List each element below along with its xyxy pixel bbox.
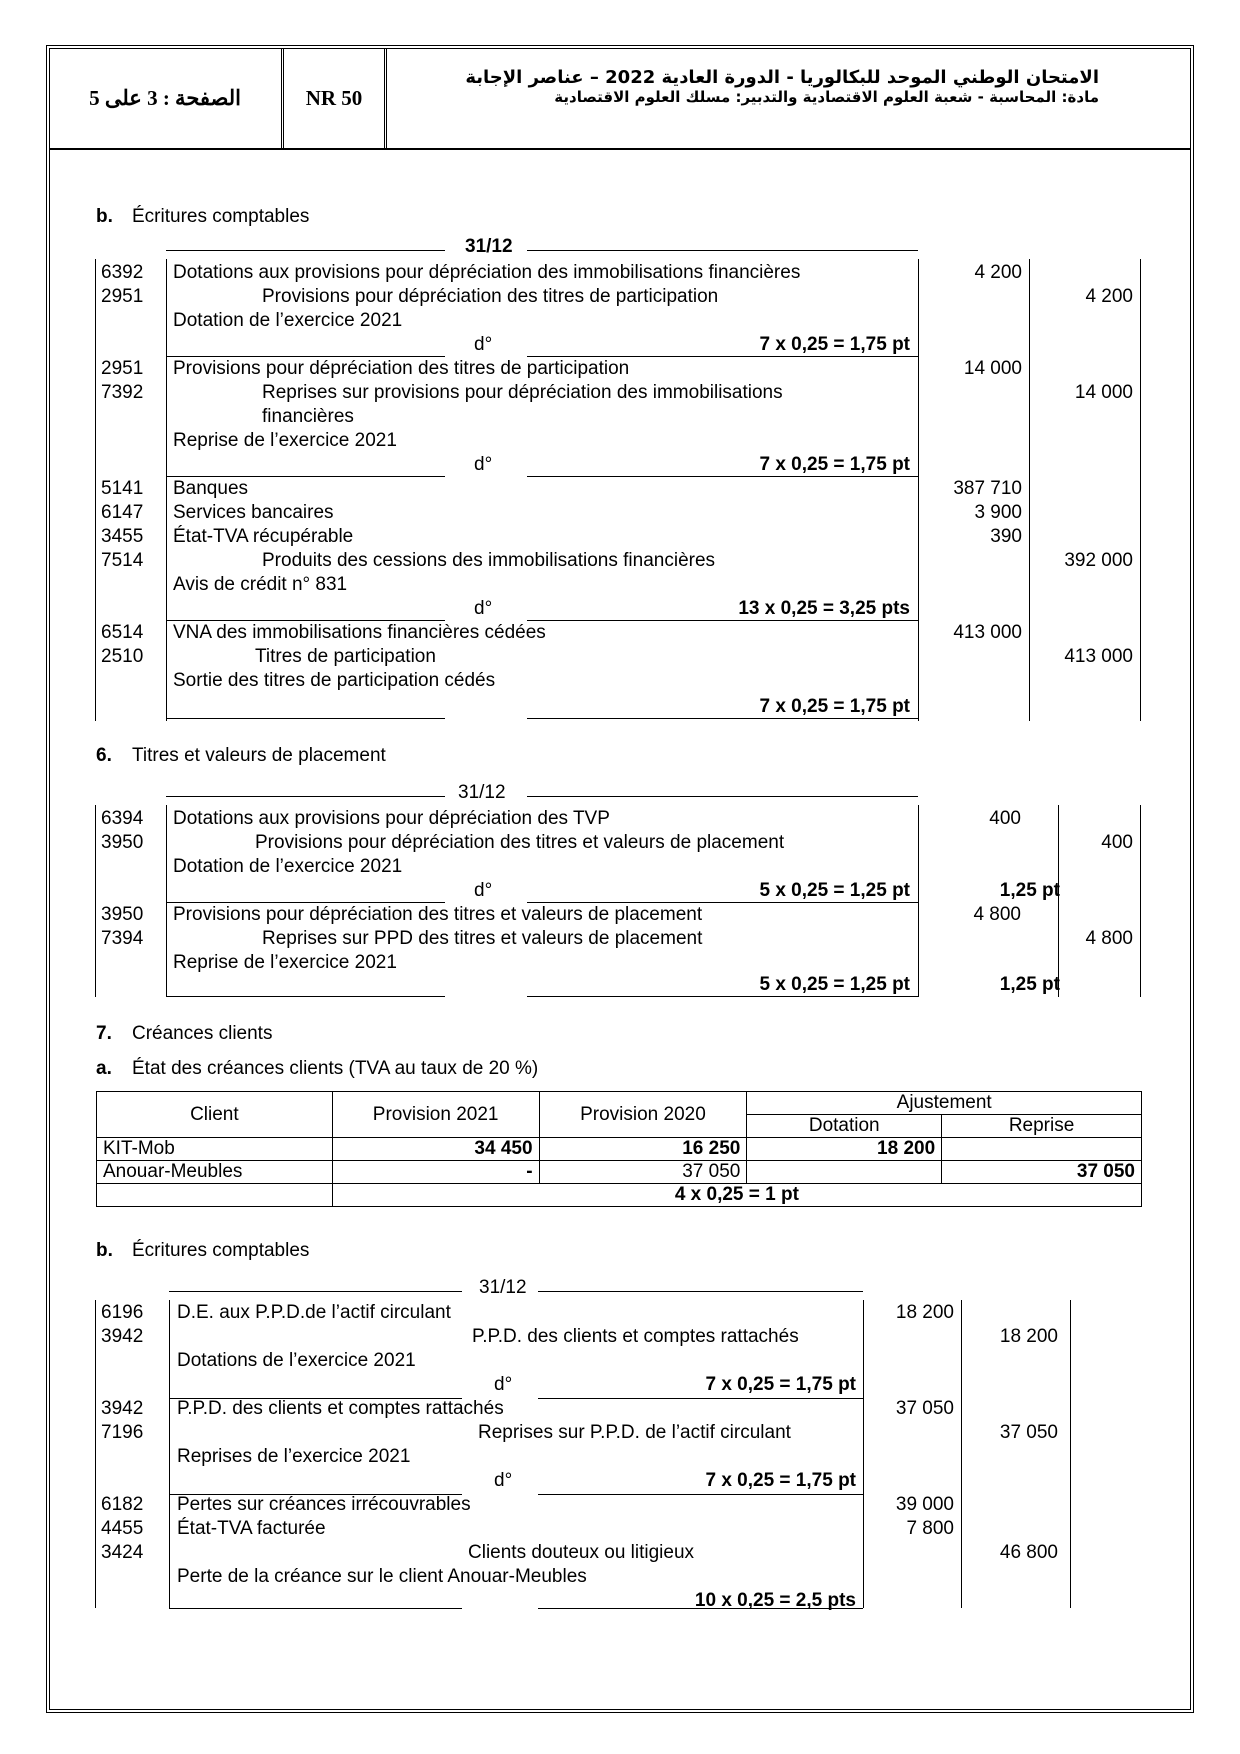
score: 7 x 0,25 = 1,75 pt	[705, 1470, 856, 1491]
col-header-provision-2021: Provision 2021	[332, 1092, 539, 1138]
score: 13 x 0,25 = 3,25 pts	[738, 598, 910, 619]
entry-label: Dotation de l’exercice 2021	[173, 856, 403, 877]
account-number: 6514	[101, 622, 144, 643]
subtotal-score: 1,25 pt	[999, 880, 1060, 901]
account-number: 6394	[101, 808, 144, 829]
entry-label: Reprises de l’exercice 2021	[177, 1446, 411, 1467]
entry-label: Titres de participation	[255, 646, 436, 667]
entry-label: Provisions pour dépréciation des titres de participation	[173, 358, 630, 379]
col-header-ajustement: Ajustement	[747, 1092, 1142, 1115]
account-number: 3942	[101, 1398, 144, 1419]
empty-cell	[97, 1184, 333, 1207]
score: 5 x 0,25 = 1,25 pt	[759, 974, 910, 995]
repeat-mark: d°	[474, 334, 493, 355]
credit-amount: 413 000	[1064, 646, 1133, 667]
entry-label: État-TVA facturée	[177, 1518, 326, 1539]
section-7a-title: État des créances clients (TVA au taux de 20 %)	[132, 1058, 539, 1079]
cell-reprise	[942, 1138, 1142, 1161]
subtotal-score: 1,25 pt	[999, 974, 1060, 995]
account-number: 7392	[101, 382, 144, 403]
account-number: 5141	[101, 478, 144, 499]
section-6-title: Titres et valeurs de placement	[132, 745, 386, 766]
entry-label: Provisions pour dépréciation des titres de participation	[262, 286, 719, 307]
account-number: 6392	[101, 262, 144, 283]
section-6-number: 6.	[96, 745, 112, 766]
debit-amount: 14 000	[963, 358, 1022, 379]
repeat-mark: d°	[494, 1470, 513, 1491]
entry-label: Sortie des titres de participation cédés	[173, 670, 496, 691]
cell-dotation	[747, 1161, 942, 1184]
entry-label: Dotation de l’exercice 2021	[173, 310, 403, 331]
entry-label: D.E. aux P.P.D.de l’actif circulant	[177, 1302, 451, 1323]
account-number: 2951	[101, 286, 144, 307]
debit-amount: 18 200	[895, 1302, 954, 1323]
account-number: 7394	[101, 928, 144, 949]
score: 10 x 0,25 = 2,5 pts	[694, 1590, 856, 1611]
cell-provision-2021: -	[332, 1161, 539, 1184]
section-7b-letter: b.	[96, 1240, 113, 1261]
exam-title	[389, 68, 1099, 106]
page-number: الصفحة : 3 على 5	[49, 48, 284, 148]
exam-title-line2: مادة: المحاسبة - شعبة العلوم الاقتصادية والتدبير: مسلك العلوم الاقتصادية	[554, 88, 1099, 106]
entry-label: Reprise de l’exercice 2021	[173, 430, 397, 451]
account-number: 2510	[101, 646, 144, 667]
section-7a-letter: a.	[96, 1058, 112, 1079]
entry-label: Reprises sur provisions pour dépréciation des immobilisations	[262, 382, 783, 403]
account-number: 3455	[101, 526, 144, 547]
receivables-table	[96, 1091, 1142, 1207]
entry-label: Dotations aux provisions pour dépréciation des TVP	[173, 808, 610, 829]
journal-date: 31/12	[458, 782, 506, 803]
cell-provision-2020: 37 050	[539, 1161, 747, 1184]
repeat-mark: d°	[474, 880, 493, 901]
entry-label: Pertes sur créances irrécouvrables	[177, 1494, 471, 1515]
entry-label: P.P.D. des clients et comptes rattachés	[472, 1326, 799, 1347]
credit-amount: 4 800	[1085, 928, 1133, 949]
exam-code: NR 50	[284, 48, 387, 148]
table-score: 4 x 0,25 = 1 pt	[332, 1184, 1141, 1207]
entry-label: P.P.D. des clients et comptes rattachés	[177, 1398, 504, 1419]
cell-dotation: 18 200	[747, 1138, 942, 1161]
section-7-title: Créances clients	[132, 1023, 273, 1044]
entry-label: Perte de la créance sur le client Anouar-Meubles	[177, 1566, 587, 1587]
entry-label: Reprises sur PPD des titres et valeurs de placement	[262, 928, 703, 949]
entry-label: Provisions pour dépréciation des titres et valeurs de placement	[173, 904, 703, 925]
credit-amount: 46 800	[999, 1542, 1058, 1563]
account-number: 4455	[101, 1518, 144, 1539]
repeat-mark: d°	[474, 598, 493, 619]
exam-header	[49, 48, 1191, 150]
section-7-number: 7.	[96, 1023, 112, 1044]
table-row	[97, 1161, 1142, 1184]
entry-label: Dotations de l’exercice 2021	[177, 1350, 416, 1371]
score: 5 x 0,25 = 1,25 pt	[759, 880, 910, 901]
debit-amount: 37 050	[895, 1398, 954, 1419]
entry-label: Reprise de l’exercice 2021	[173, 952, 397, 973]
entry-label: VNA des immobilisations financières cédées	[173, 622, 546, 643]
entry-label: État-TVA récupérable	[173, 526, 354, 547]
account-number: 6147	[101, 502, 144, 523]
account-number: 6196	[101, 1302, 144, 1323]
journal-date: 31/12	[465, 236, 513, 257]
account-number: 7514	[101, 550, 144, 571]
col-header-provision-2020: Provision 2020	[539, 1092, 747, 1138]
credit-amount: 37 050	[999, 1422, 1058, 1443]
repeat-mark: d°	[494, 1374, 513, 1395]
account-number: 3950	[101, 832, 144, 853]
entry-label: Produits des cessions des immobilisations financières	[262, 550, 716, 571]
cell-reprise: 37 050	[942, 1161, 1142, 1184]
entry-label: Banques	[173, 478, 249, 499]
debit-amount: 39 000	[895, 1494, 954, 1515]
score: 7 x 0,25 = 1,75 pt	[759, 334, 910, 355]
cell-provision-2021: 34 450	[332, 1138, 539, 1161]
score: 7 x 0,25 = 1,75 pt	[759, 454, 910, 475]
repeat-mark: d°	[474, 454, 493, 475]
section-b1-letter: b.	[96, 206, 113, 227]
credit-amount: 400	[1101, 832, 1133, 853]
entry-label: Provisions pour dépréciation des titres et valeurs de placement	[255, 832, 785, 853]
section-7b-title: Écritures comptables	[132, 1240, 310, 1261]
exam-title-line1: الامتحان الوطني الموحد للبكالوريا - الدورة العادية 2022 – عناصر الإجابة	[465, 67, 1099, 88]
col-header-dotation: Dotation	[747, 1115, 942, 1138]
account-number: 3950	[101, 904, 144, 925]
credit-amount: 392 000	[1064, 550, 1133, 571]
credit-amount: 18 200	[999, 1326, 1058, 1347]
cell-client: KIT-Mob	[97, 1138, 333, 1161]
account-number: 3424	[101, 1542, 144, 1563]
col-header-client: Client	[97, 1092, 333, 1138]
journal-date: 31/12	[479, 1277, 527, 1298]
entry-label: Services bancaires	[173, 502, 334, 523]
account-number: 7196	[101, 1422, 144, 1443]
debit-amount: 400	[989, 808, 1021, 829]
section-b1-title: Écritures comptables	[132, 206, 310, 227]
entry-label: Dotations aux provisions pour dépréciation des immobilisations financières	[173, 262, 801, 283]
debit-amount: 4 800	[973, 904, 1021, 925]
credit-amount: 4 200	[1085, 286, 1133, 307]
entry-label: Avis de crédit n° 831	[173, 574, 348, 595]
col-header-reprise: Reprise	[942, 1115, 1142, 1138]
account-number: 3942	[101, 1326, 144, 1347]
account-number: 6182	[101, 1494, 144, 1515]
debit-amount: 7 800	[906, 1518, 954, 1539]
credit-amount: 14 000	[1074, 382, 1133, 403]
cell-provision-2020: 16 250	[539, 1138, 747, 1161]
table-row	[97, 1138, 1142, 1161]
score: 7 x 0,25 = 1,75 pt	[705, 1374, 856, 1395]
entry-label: Reprises sur P.P.D. de l’actif circulant	[478, 1422, 791, 1443]
debit-amount: 4 200	[974, 262, 1022, 283]
debit-amount: 413 000	[953, 622, 1022, 643]
entry-label: financières	[262, 406, 354, 427]
score: 7 x 0,25 = 1,75 pt	[759, 696, 910, 717]
debit-amount: 390	[990, 526, 1022, 547]
entry-label: Clients douteux ou litigieux	[468, 1542, 695, 1563]
debit-amount: 3 900	[974, 502, 1022, 523]
cell-client: Anouar-Meubles	[97, 1161, 333, 1184]
debit-amount: 387 710	[953, 478, 1022, 499]
account-number: 2951	[101, 358, 144, 379]
